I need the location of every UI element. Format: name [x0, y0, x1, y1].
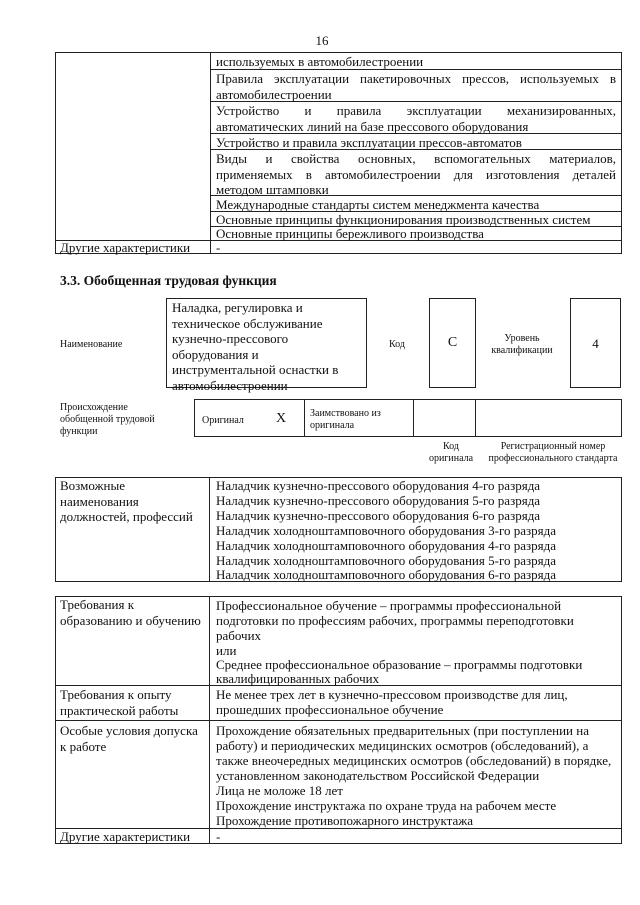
position-item: Наладчик холодноштамповочного оборудования 4-го разряда: [216, 538, 556, 553]
special-condition-line: Прохождение противопожарного инструктажа: [216, 813, 473, 828]
special-condition-line: установленном законодательством Российской Федерации: [216, 768, 540, 783]
original-mark: X: [276, 411, 287, 426]
experience-line: прошедших профессиональное обучение: [216, 702, 444, 717]
knowledge-row: Основные принципы функционирования производственных систем: [216, 212, 591, 227]
education-line: Профессиональное обучение – программы профессиональной: [216, 598, 562, 613]
name-value: Наладка, регулировка и техническое обслуживание кузнечно-прессового оборудования и инструментальной оснастки в автомобилестроении: [172, 300, 339, 393]
special-condition-line: Лица не моложе 18 лет: [216, 783, 343, 798]
knowledge-row: Устройство и правила эксплуатации механизированных, автоматических линий на базе прессового оборудования: [216, 103, 616, 134]
special-condition-line: Прохождение инструктажа по охране труда на рабочем месте: [216, 798, 557, 813]
other-characteristics-label: Другие характеристики: [60, 829, 191, 844]
experience-label: Требования к опыту практической работы: [60, 687, 179, 718]
position-item: Наладчик холодноштамповочного оборудования 3-го разряда: [216, 523, 556, 538]
original-label: Оригинал: [202, 415, 244, 426]
knowledge-row: Международные стандарты систем менеджмента качества: [216, 197, 540, 212]
reg-number-label: Регистрационный номер профессионального стандарта: [488, 441, 618, 464]
section-title: 3.3. Обобщенная трудовая функция: [60, 273, 277, 288]
education-line: подготовки по профессиям рабочих, программы переподготовки: [216, 613, 574, 628]
position-item: Наладчик холодноштамповочного оборудования 6-го разряда: [216, 567, 556, 582]
special-condition-line: работу) и периодических медицинских осмотров (обследований), а: [216, 738, 589, 753]
level-label: Уровень квалификации: [491, 333, 553, 356]
education-line: Среднее профессиональное образование – программы подготовки: [216, 657, 583, 672]
knowledge-row: используемых в автомобилестроении: [216, 54, 424, 69]
knowledge-row: Устройство и правила эксплуатации прессов-автоматов: [216, 135, 522, 150]
education-line: рабочих: [216, 628, 262, 643]
borrowed-label: Заимствовано из оригинала: [310, 408, 381, 431]
code-label: Код: [389, 339, 405, 350]
other-characteristics-value: -: [216, 240, 221, 255]
position-item: Наладчик кузнечно-прессового оборудования 6-го разряда: [216, 508, 541, 523]
education-label: Требования к образованию и обучению: [60, 597, 201, 628]
page-number: 16: [315, 33, 329, 48]
code-value: C: [447, 335, 458, 350]
special-condition-line: Прохождение обязательных предварительных (при поступлении на: [216, 723, 589, 738]
knowledge-row: Правила эксплуатации пакетировочных прессов, используемых в автомобилестроении: [216, 71, 616, 102]
experience-line: Не менее трех лет в кузнечно-прессовом производстве для лиц,: [216, 687, 568, 702]
level-value: 4: [592, 336, 599, 351]
other-characteristics-value: -: [216, 829, 221, 844]
knowledge-row: Виды и свойства основных, вспомогательных материалов, применяемых в автомобилестроении для изготовления деталей методом штамповки: [216, 151, 616, 197]
special-condition-line: также внеочередных медицинских осмотров (обследований) в порядке,: [216, 753, 612, 768]
positions-label: Возможные наименования должностей, профессий: [60, 478, 193, 524]
code-original-label: Код оригинала: [428, 441, 474, 464]
origin-label: Происхождение обобщенной трудовой функции: [60, 402, 155, 437]
name-label: Наименование: [60, 339, 123, 350]
education-line: или: [216, 643, 237, 658]
knowledge-row: Основные принципы бережливого производства: [216, 226, 484, 241]
education-line: квалифицированных рабочих: [216, 671, 380, 686]
position-item: Наладчик кузнечно-прессового оборудования 4-го разряда: [216, 478, 541, 493]
position-item: Наладчик кузнечно-прессового оборудования 5-го разряда: [216, 493, 541, 508]
position-item: Наладчик холодноштамповочного оборудования 5-го разряда: [216, 553, 556, 568]
special-conditions-label: Особые условия допуска к работе: [60, 723, 198, 754]
other-characteristics-label: Другие характеристики: [60, 240, 191, 255]
